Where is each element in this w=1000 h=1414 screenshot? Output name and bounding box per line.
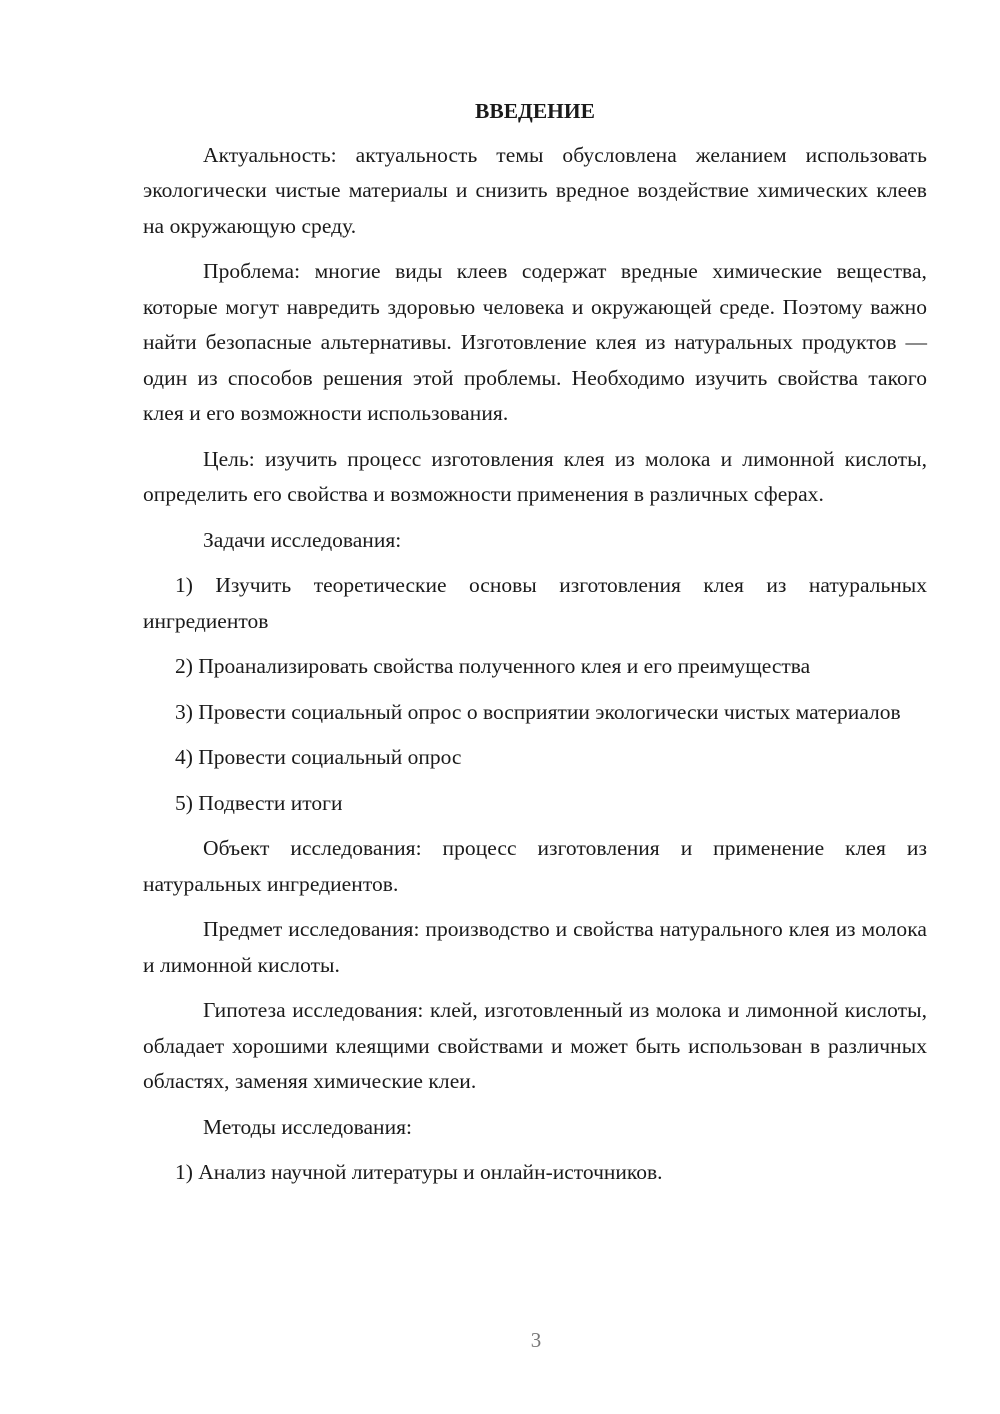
methods-heading: Методы исследования: <box>203 1114 412 1139</box>
method-item-1: 1) Анализ научной литературы и онлайн-источников. <box>175 1160 663 1184</box>
page-number: 3 <box>530 1328 542 1352</box>
problem-paragraph: Проблема: многие виды клеев содержат вредные химические вещества, которые могут навредить здоровью человека и окружающей среде. Поэтому важно найти безопасные альтернативы. Изготовление клея из натуральных продуктов — один из способов решения этой проблемы. Необходимо изучить свойства такого клея и его возможности использования. <box>143 259 927 425</box>
tasks-heading: Задачи исследования: <box>203 527 402 552</box>
task-item-5: 5) Подвести итоги <box>175 790 343 815</box>
page-title: ВВЕДЕНИЕ <box>475 99 595 123</box>
task-item-3: 3) Провести социальный опрос о восприятии экологически чистых материалов <box>175 699 901 724</box>
relevance-paragraph: Актуальность: актуальность темы обусловлена желанием использовать экологически чистые материалы и снизить вредное воздействие химических клеев на окружающую среду. <box>143 142 927 238</box>
page-content <box>143 94 927 1201</box>
task-item-4: 4) Провести социальный опрос <box>175 745 462 769</box>
object-paragraph: Объект исследования: процесс изготовления и применение клея из натуральных ингредиентов. <box>143 836 927 896</box>
hypothesis-paragraph: Гипотеза исследования: клей, изготовленный из молока и лимонной кислоты, обладает хорошими клеящими свойствами и может быть использован в различных областях, заменяя химические клеи. <box>143 998 927 1093</box>
task-item-2: 2) Проанализировать свойства полученного клея и его преимущества <box>175 654 811 678</box>
subject-paragraph: Предмет исследования: производство и свойства натурального клея из молока и лимонной кислоты. <box>143 917 927 977</box>
goal-paragraph: Цель: изучить процесс изготовления клея из молока и лимонной кислоты, определить его свойства и возможности применения в различных сферах. <box>143 446 927 506</box>
task-item-1: 1) Изучить теоретические основы изготовления клея из натуральных ингредиентов <box>143 573 927 633</box>
